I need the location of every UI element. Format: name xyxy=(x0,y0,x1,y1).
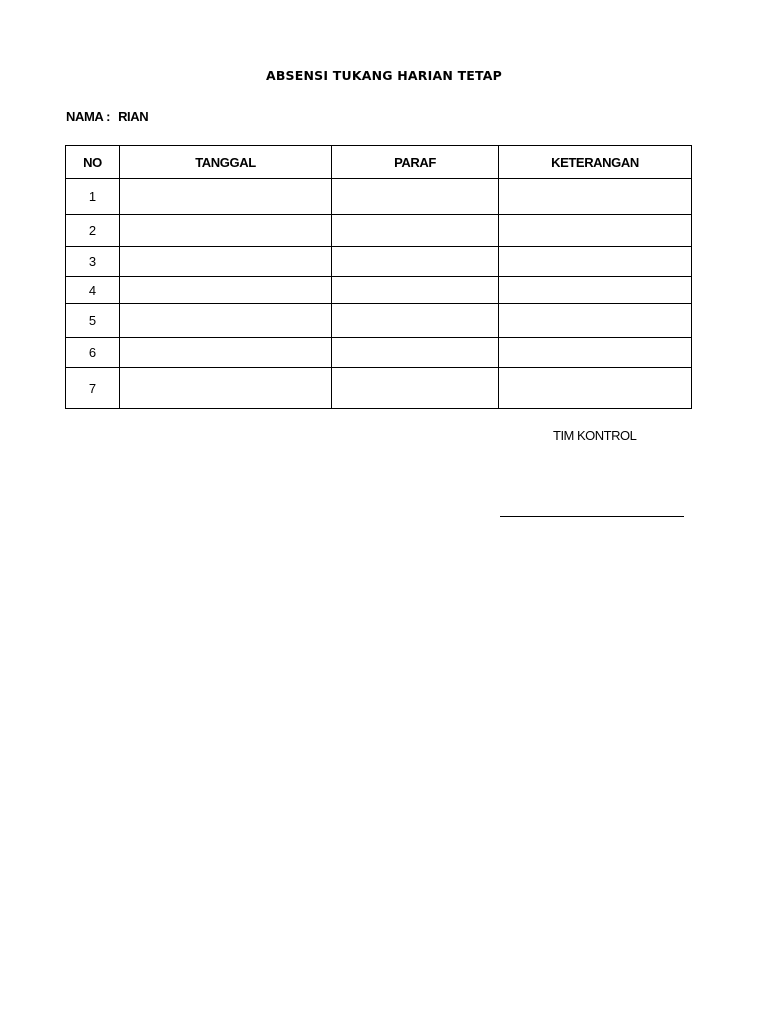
paraf-cell xyxy=(332,277,499,304)
paraf-cell xyxy=(332,179,499,215)
keterangan-cell xyxy=(499,368,692,409)
signature-line xyxy=(500,516,684,517)
table-row xyxy=(66,179,692,215)
keterangan-cell xyxy=(499,304,692,338)
row-number: 6 xyxy=(66,338,120,368)
paraf-cell xyxy=(332,215,499,247)
document-title: ABSENSI TUKANG HARIAN TETAP xyxy=(265,68,503,83)
tanggal-cell xyxy=(120,179,332,215)
paraf-cell xyxy=(332,368,499,409)
keterangan-cell xyxy=(499,215,692,247)
row-number: 7 xyxy=(66,368,120,409)
table-header-row xyxy=(66,146,692,179)
table-row xyxy=(66,247,692,277)
row-number: 3 xyxy=(66,247,120,277)
tanggal-cell xyxy=(120,368,332,409)
tanggal-cell xyxy=(120,304,332,338)
tanggal-cell xyxy=(120,247,332,277)
header-no: NO xyxy=(66,146,120,179)
name-label: NAMA : xyxy=(66,109,111,124)
attendance-table xyxy=(65,145,692,409)
paraf-cell xyxy=(332,247,499,277)
row-number: 4 xyxy=(66,277,120,304)
keterangan-cell xyxy=(499,338,692,368)
keterangan-cell xyxy=(499,277,692,304)
header-keterangan: KETERANGAN xyxy=(499,146,692,179)
table-row xyxy=(66,277,692,304)
table-row xyxy=(66,368,692,409)
header-tanggal: TANGGAL xyxy=(120,146,332,179)
row-number: 1 xyxy=(66,179,120,215)
tanggal-cell xyxy=(120,215,332,247)
row-number: 2 xyxy=(66,215,120,247)
table-row xyxy=(66,215,692,247)
tanggal-cell xyxy=(120,338,332,368)
name-line xyxy=(66,109,148,124)
table-row xyxy=(66,338,692,368)
table-row xyxy=(66,304,692,338)
tanggal-cell xyxy=(120,277,332,304)
paraf-cell xyxy=(332,338,499,368)
paraf-cell xyxy=(332,304,499,338)
header-paraf: PARAF xyxy=(332,146,499,179)
name-value: RIAN xyxy=(118,109,149,124)
keterangan-cell xyxy=(499,247,692,277)
signatory-label: TIM KONTROL xyxy=(553,428,637,443)
row-number: 5 xyxy=(66,304,120,338)
keterangan-cell xyxy=(499,179,692,215)
